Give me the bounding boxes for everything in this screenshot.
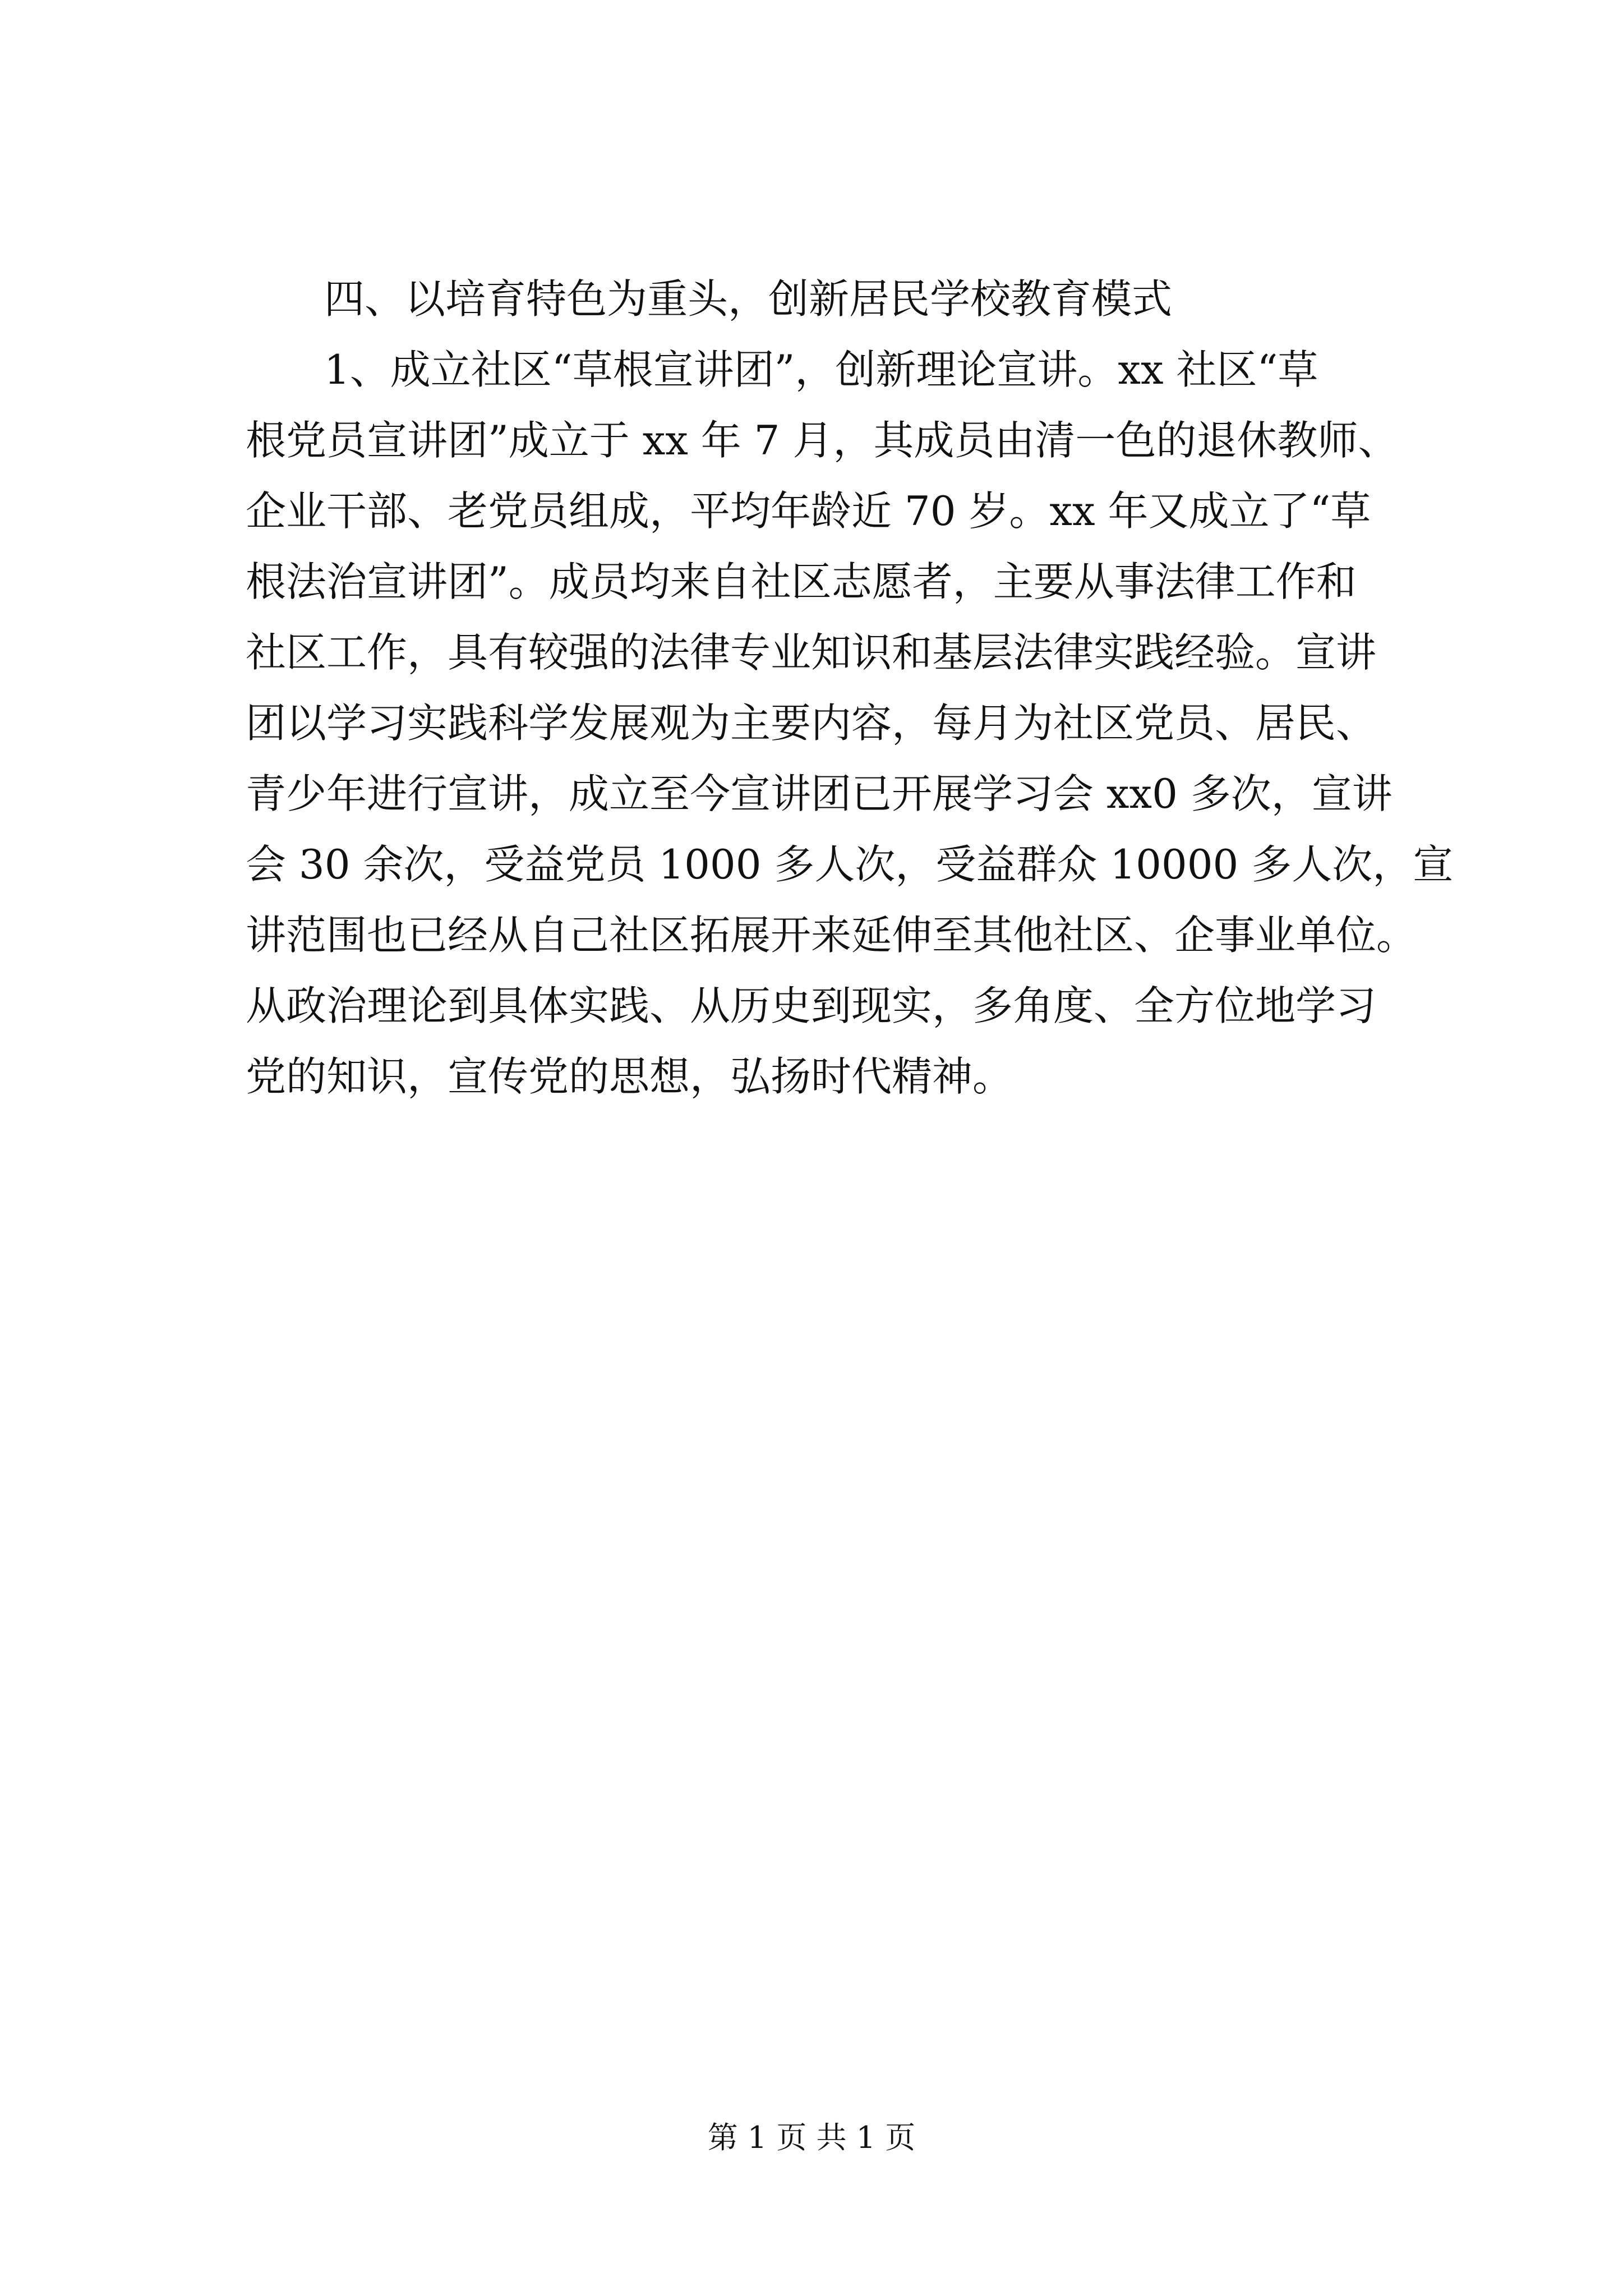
- paragraph-line: 社区工作，具有较强的法律专业知识和基层法律实践经验。宣讲: [246, 629, 1377, 676]
- paragraph-line: 团以学习实践科学发展观为主要内容，每月为社区党员、居民、: [246, 700, 1377, 747]
- paragraph-line: 从政治理论到具体实践、从历史到现实，多角度、全方位地学习: [246, 982, 1377, 1029]
- section-heading: 四、以培育特色为重头，创新居民学校教育模式: [324, 275, 1173, 323]
- paragraph-line: 青少年进行宣讲，成立至今宣讲团已开展学习会 xx0 多次，宣讲: [246, 770, 1393, 817]
- paragraph-line: 党的知识，宣传党的思想，弘扬时代精神。: [246, 1053, 1013, 1100]
- paragraph: [246, 334, 1454, 1112]
- paragraph-line: 企业干部、老党员组成，平均年龄近 70 岁。xx 年又成立了“草: [246, 487, 1371, 535]
- paragraph-line: 1、成立社区“草根宣讲团”，创新理论宣讲。xx 社区“草: [324, 346, 1318, 393]
- paragraph-line: 会 30 余次，受益党员 1000 多人次，受益群众 10000 多人次，宣: [246, 841, 1454, 888]
- document-body: [246, 264, 1454, 1112]
- paragraph-line: 讲范围也已经从自己社区拓展开来延伸至其他社区、企事业单位。: [246, 912, 1417, 959]
- paragraph-line: 根法治宣讲团”。成员均来自社区志愿者，主要从事法律工作和: [246, 558, 1357, 605]
- paragraph-line: 根党员宣讲团”成立于 xx 年 7 月，其成员由清一色的退休教师、: [246, 417, 1399, 464]
- page-footer: 第 1 页 共 1 页: [707, 2120, 916, 2155]
